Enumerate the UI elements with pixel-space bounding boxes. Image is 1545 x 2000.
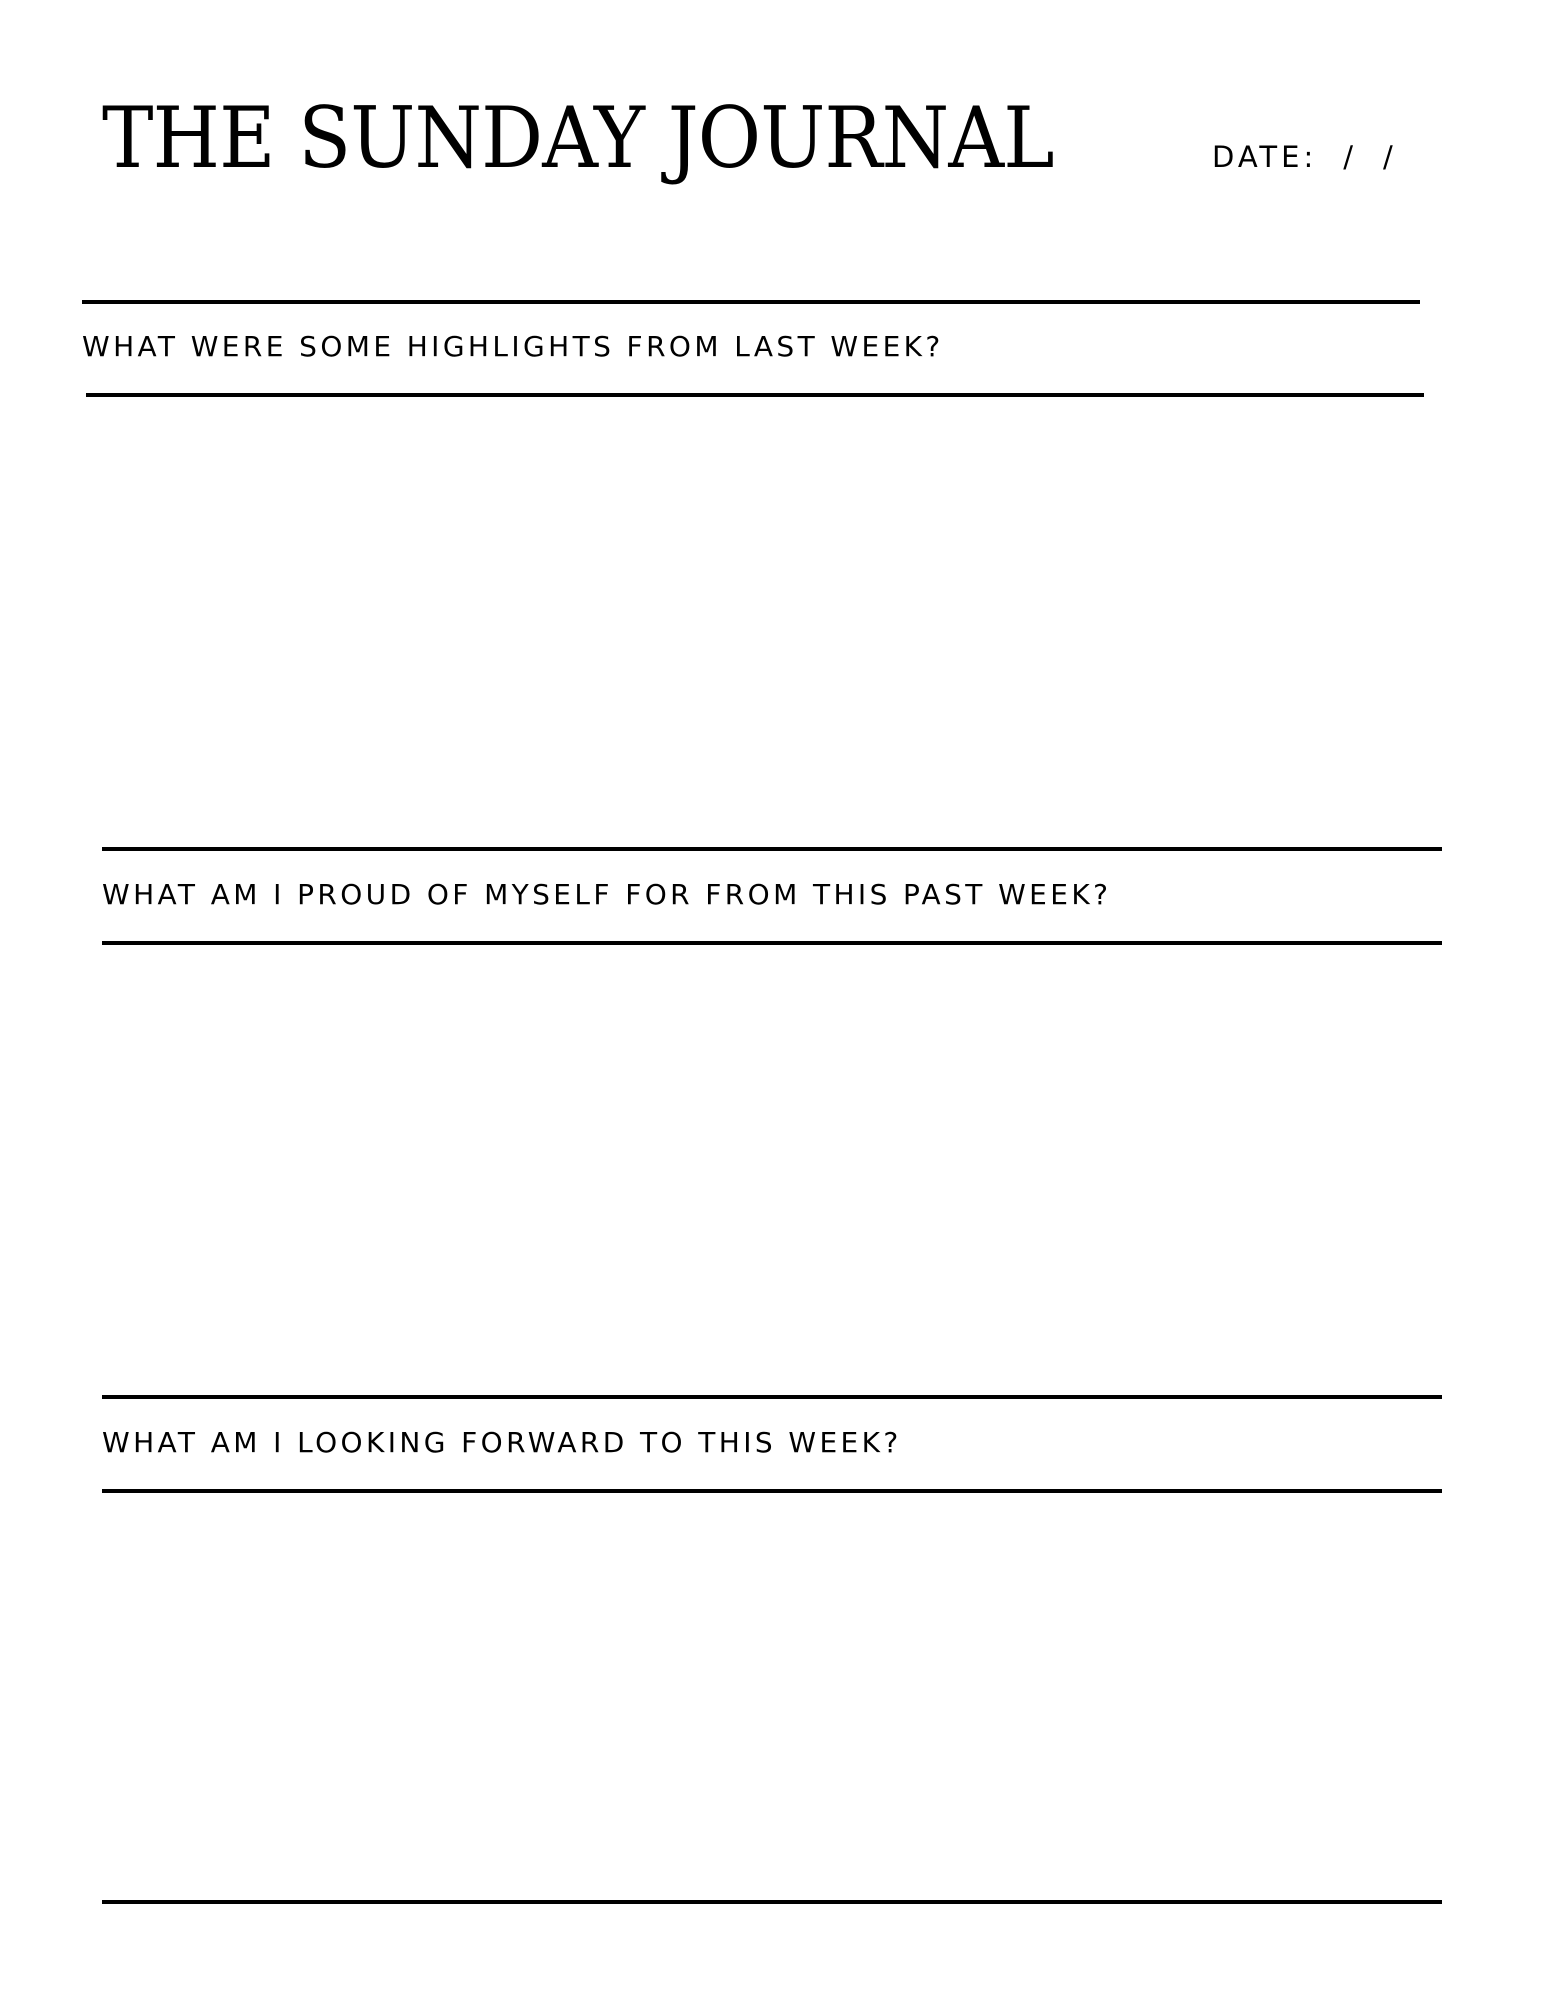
section-1-prompt: WHAT WERE SOME HIGHLIGHTS FROM LAST WEEK? [82,330,944,363]
date-separator: / [1343,140,1357,174]
section-1-answer-area[interactable] [82,400,1442,840]
section-1-bottom-rule [86,393,1424,397]
section-2-answer-area[interactable] [102,948,1442,1388]
date-label: DATE: [1212,140,1318,174]
page-title: THE SUNDAY JOURNAL [102,89,1054,187]
section-1-top-rule [82,300,1420,304]
section-3-bottom-rule [102,1489,1442,1493]
date-field[interactable] [1212,140,1397,174]
date-separator: / [1383,140,1397,174]
section-2-bottom-rule [102,941,1442,945]
section-2-prompt: WHAT AM I PROUD OF MYSELF FOR FROM THIS PAST WEEK? [102,878,1112,911]
section-2-top-rule [102,847,1442,851]
section-3-prompt: WHAT AM I LOOKING FORWARD TO THIS WEEK? [102,1426,902,1459]
section-3-end-rule [102,1900,1442,1904]
section-3-answer-area[interactable] [102,1496,1442,1896]
section-3-top-rule [102,1395,1442,1399]
